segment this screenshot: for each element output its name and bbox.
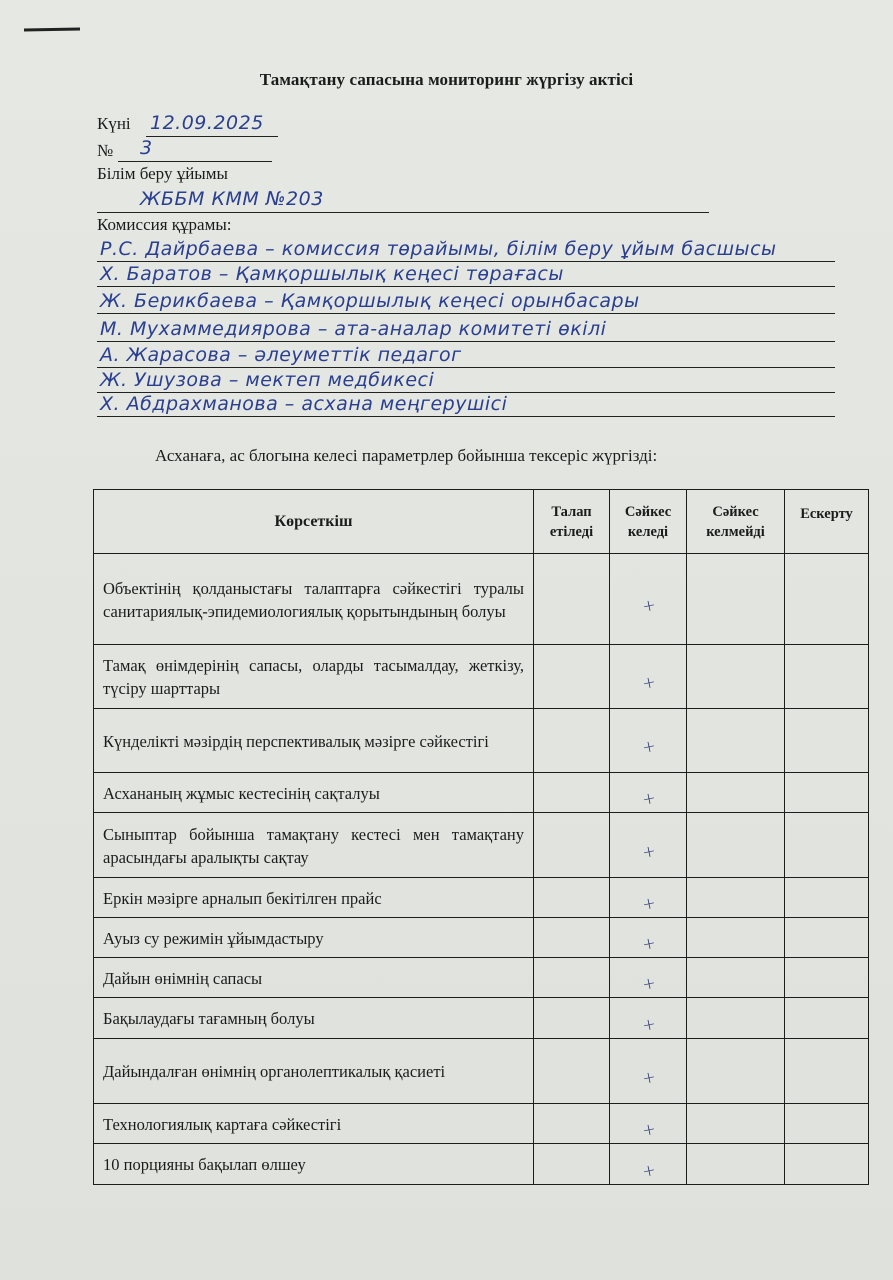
- indicator-cell: Асхананың жұмыс кестесінің сақталуы: [94, 773, 534, 813]
- complies-cell[interactable]: [610, 1104, 687, 1144]
- note-cell[interactable]: [785, 813, 869, 878]
- commission-member[interactable]: Ж. Берикбаева – Қамқоршылық кеңесі орынбасары: [100, 290, 640, 312]
- not-complies-cell[interactable]: [687, 813, 785, 878]
- table-row: [94, 813, 869, 878]
- table-header-row: [94, 490, 869, 554]
- org-value[interactable]: ЖББМ КММ №203: [140, 188, 324, 210]
- number-underline: [118, 161, 272, 162]
- note-cell[interactable]: [785, 773, 869, 813]
- complies-cell[interactable]: [610, 998, 687, 1039]
- required-cell[interactable]: [534, 813, 610, 878]
- inspection-table: [93, 489, 869, 1185]
- indicator-cell: Ауыз су режимін ұйымдастыру: [94, 918, 534, 958]
- table-row: [94, 1104, 869, 1144]
- complies-cell[interactable]: [610, 918, 687, 958]
- note-cell[interactable]: [785, 878, 869, 918]
- not-complies-cell[interactable]: [687, 918, 785, 958]
- complies-cell[interactable]: [610, 878, 687, 918]
- indicator-cell: Бақылаудағы тағамның болуы: [94, 998, 534, 1039]
- header-complies: Сәйкес келеді: [610, 490, 687, 554]
- not-complies-cell[interactable]: [687, 878, 785, 918]
- complies-cell[interactable]: [610, 709, 687, 773]
- required-cell[interactable]: [534, 1104, 610, 1144]
- date-underline: [146, 136, 278, 137]
- table-row: [94, 998, 869, 1039]
- not-complies-cell[interactable]: [687, 773, 785, 813]
- table-row: [94, 958, 869, 998]
- not-complies-cell[interactable]: [687, 958, 785, 998]
- complies-cell[interactable]: [610, 958, 687, 998]
- header-not-complies: Сәйкес келмейді: [687, 490, 785, 554]
- note-cell[interactable]: [785, 1039, 869, 1104]
- indicator-cell: Тамақ өнімдерінің сапасы, оларды тасымалдау, жеткізу, түсіру шарттары: [94, 645, 534, 709]
- table-row: [94, 554, 869, 645]
- not-complies-cell[interactable]: [687, 1104, 785, 1144]
- commission-line-2: [97, 286, 835, 287]
- plus-mark-icon: +: [640, 594, 658, 616]
- table-row: [94, 1039, 869, 1104]
- required-cell[interactable]: [534, 998, 610, 1039]
- indicator-cell: Объектінің қолданыстағы талаптарға сәйкестігі туралы санитариялық-эпидемиологиялық қорытындының болуы: [94, 554, 534, 645]
- complies-cell[interactable]: [610, 554, 687, 645]
- not-complies-cell[interactable]: [687, 998, 785, 1039]
- commission-member[interactable]: А. Жарасова – әлеуметтік педагог: [100, 344, 462, 366]
- org-label: Білім беру ұйымы: [97, 164, 228, 183]
- commission-member[interactable]: Х. Баратов – Қамқоршылық кеңесі төрағасы: [100, 263, 564, 285]
- not-complies-cell[interactable]: [687, 709, 785, 773]
- table-row: [94, 878, 869, 918]
- complies-cell[interactable]: [610, 813, 687, 878]
- complies-cell[interactable]: [610, 1039, 687, 1104]
- number-label: №: [97, 141, 114, 160]
- complies-cell[interactable]: [610, 645, 687, 709]
- complies-cell[interactable]: [610, 1144, 687, 1185]
- note-cell[interactable]: [785, 998, 869, 1039]
- note-cell[interactable]: [785, 958, 869, 998]
- not-complies-cell[interactable]: [687, 1144, 785, 1185]
- not-complies-cell[interactable]: [687, 645, 785, 709]
- table-row: [94, 709, 869, 773]
- commission-member[interactable]: Р.С. Дайрбаева – комиссия төрайымы, білім беру ұйым басшысы: [100, 238, 777, 260]
- org-underline: [97, 212, 709, 213]
- indicator-cell: Дайындалған өнімнің органолептикалық қасиеті: [94, 1039, 534, 1104]
- note-cell[interactable]: [785, 554, 869, 645]
- commission-member[interactable]: М. Мухаммедиярова – ата-аналар комитеті өкілі: [100, 318, 607, 340]
- indicator-cell: 10 порцияны бақылап өлшеу: [94, 1144, 534, 1185]
- commission-line-4: [97, 341, 835, 342]
- number-value[interactable]: 3: [140, 137, 153, 159]
- commission-line-5: [97, 367, 835, 368]
- commission-line-7: [97, 416, 835, 417]
- note-cell[interactable]: [785, 1144, 869, 1185]
- indicator-cell: Дайын өнімнің сапасы: [94, 958, 534, 998]
- document-title: Тамақтану сапасына мониторинг жүргізу актісі: [259, 70, 634, 89]
- required-cell[interactable]: [534, 878, 610, 918]
- plus-mark-icon: +: [640, 932, 658, 955]
- plus-mark-icon: +: [640, 1013, 658, 1035]
- plus-mark-icon: +: [640, 671, 658, 694]
- plus-mark-icon: +: [640, 972, 658, 995]
- required-cell[interactable]: [534, 1039, 610, 1104]
- plus-mark-icon: +: [640, 840, 658, 862]
- note-cell[interactable]: [785, 709, 869, 773]
- commission-member[interactable]: Х. Абдрахманова – асхана меңгерушісі: [100, 393, 508, 415]
- not-complies-cell[interactable]: [687, 1039, 785, 1104]
- plus-mark-icon: +: [640, 787, 658, 810]
- required-cell[interactable]: [534, 645, 610, 709]
- plus-mark-icon: +: [640, 892, 658, 915]
- not-complies-cell[interactable]: [687, 554, 785, 645]
- plus-mark-icon: +: [640, 735, 658, 758]
- date-value[interactable]: 12.09.2025: [150, 112, 264, 134]
- commission-line-3: [97, 313, 835, 314]
- plus-mark-icon: +: [640, 1066, 658, 1088]
- table-row: [94, 1144, 869, 1185]
- plus-mark-icon: +: [640, 1159, 658, 1181]
- inspection-intro: Асханаға, ас блогына келесі параметрлер бойынша тексеріс жүргізді:: [155, 446, 658, 465]
- note-cell[interactable]: [785, 1104, 869, 1144]
- indicator-cell: Сыныптар бойынша тамақтану кестесі мен тамақтану арасындағы аралықты сақтау: [94, 813, 534, 878]
- header-required: Талап етіледі: [534, 490, 610, 554]
- required-cell[interactable]: [534, 709, 610, 773]
- plus-mark-icon: +: [640, 1118, 658, 1141]
- note-cell[interactable]: [785, 645, 869, 709]
- commission-label: Комиссия құрамы:: [97, 215, 232, 234]
- indicator-cell: Күнделікті мәзірдің перспективалық мәзірге сәйкестігі: [94, 709, 534, 773]
- indicator-cell: Технологиялық картаға сәйкестігі: [94, 1104, 534, 1144]
- required-cell[interactable]: [534, 554, 610, 645]
- note-cell[interactable]: [785, 918, 869, 958]
- corner-mark: [24, 28, 80, 32]
- required-cell[interactable]: [534, 958, 610, 998]
- indicator-cell: Еркін мәзірге арналып бекітілген прайс: [94, 878, 534, 918]
- header-note: Ескерту: [785, 490, 869, 554]
- complies-cell[interactable]: [610, 773, 687, 813]
- commission-line-1: [97, 261, 835, 262]
- header-indicator: Көрсеткіш: [94, 490, 534, 554]
- required-cell[interactable]: [534, 773, 610, 813]
- required-cell[interactable]: [534, 1144, 610, 1185]
- table-row: [94, 918, 869, 958]
- date-label: Күні: [97, 114, 131, 133]
- required-cell[interactable]: [534, 918, 610, 958]
- commission-member[interactable]: Ж. Ушузова – мектеп медбикесі: [100, 369, 435, 391]
- table-row: [94, 645, 869, 709]
- table-row: [94, 773, 869, 813]
